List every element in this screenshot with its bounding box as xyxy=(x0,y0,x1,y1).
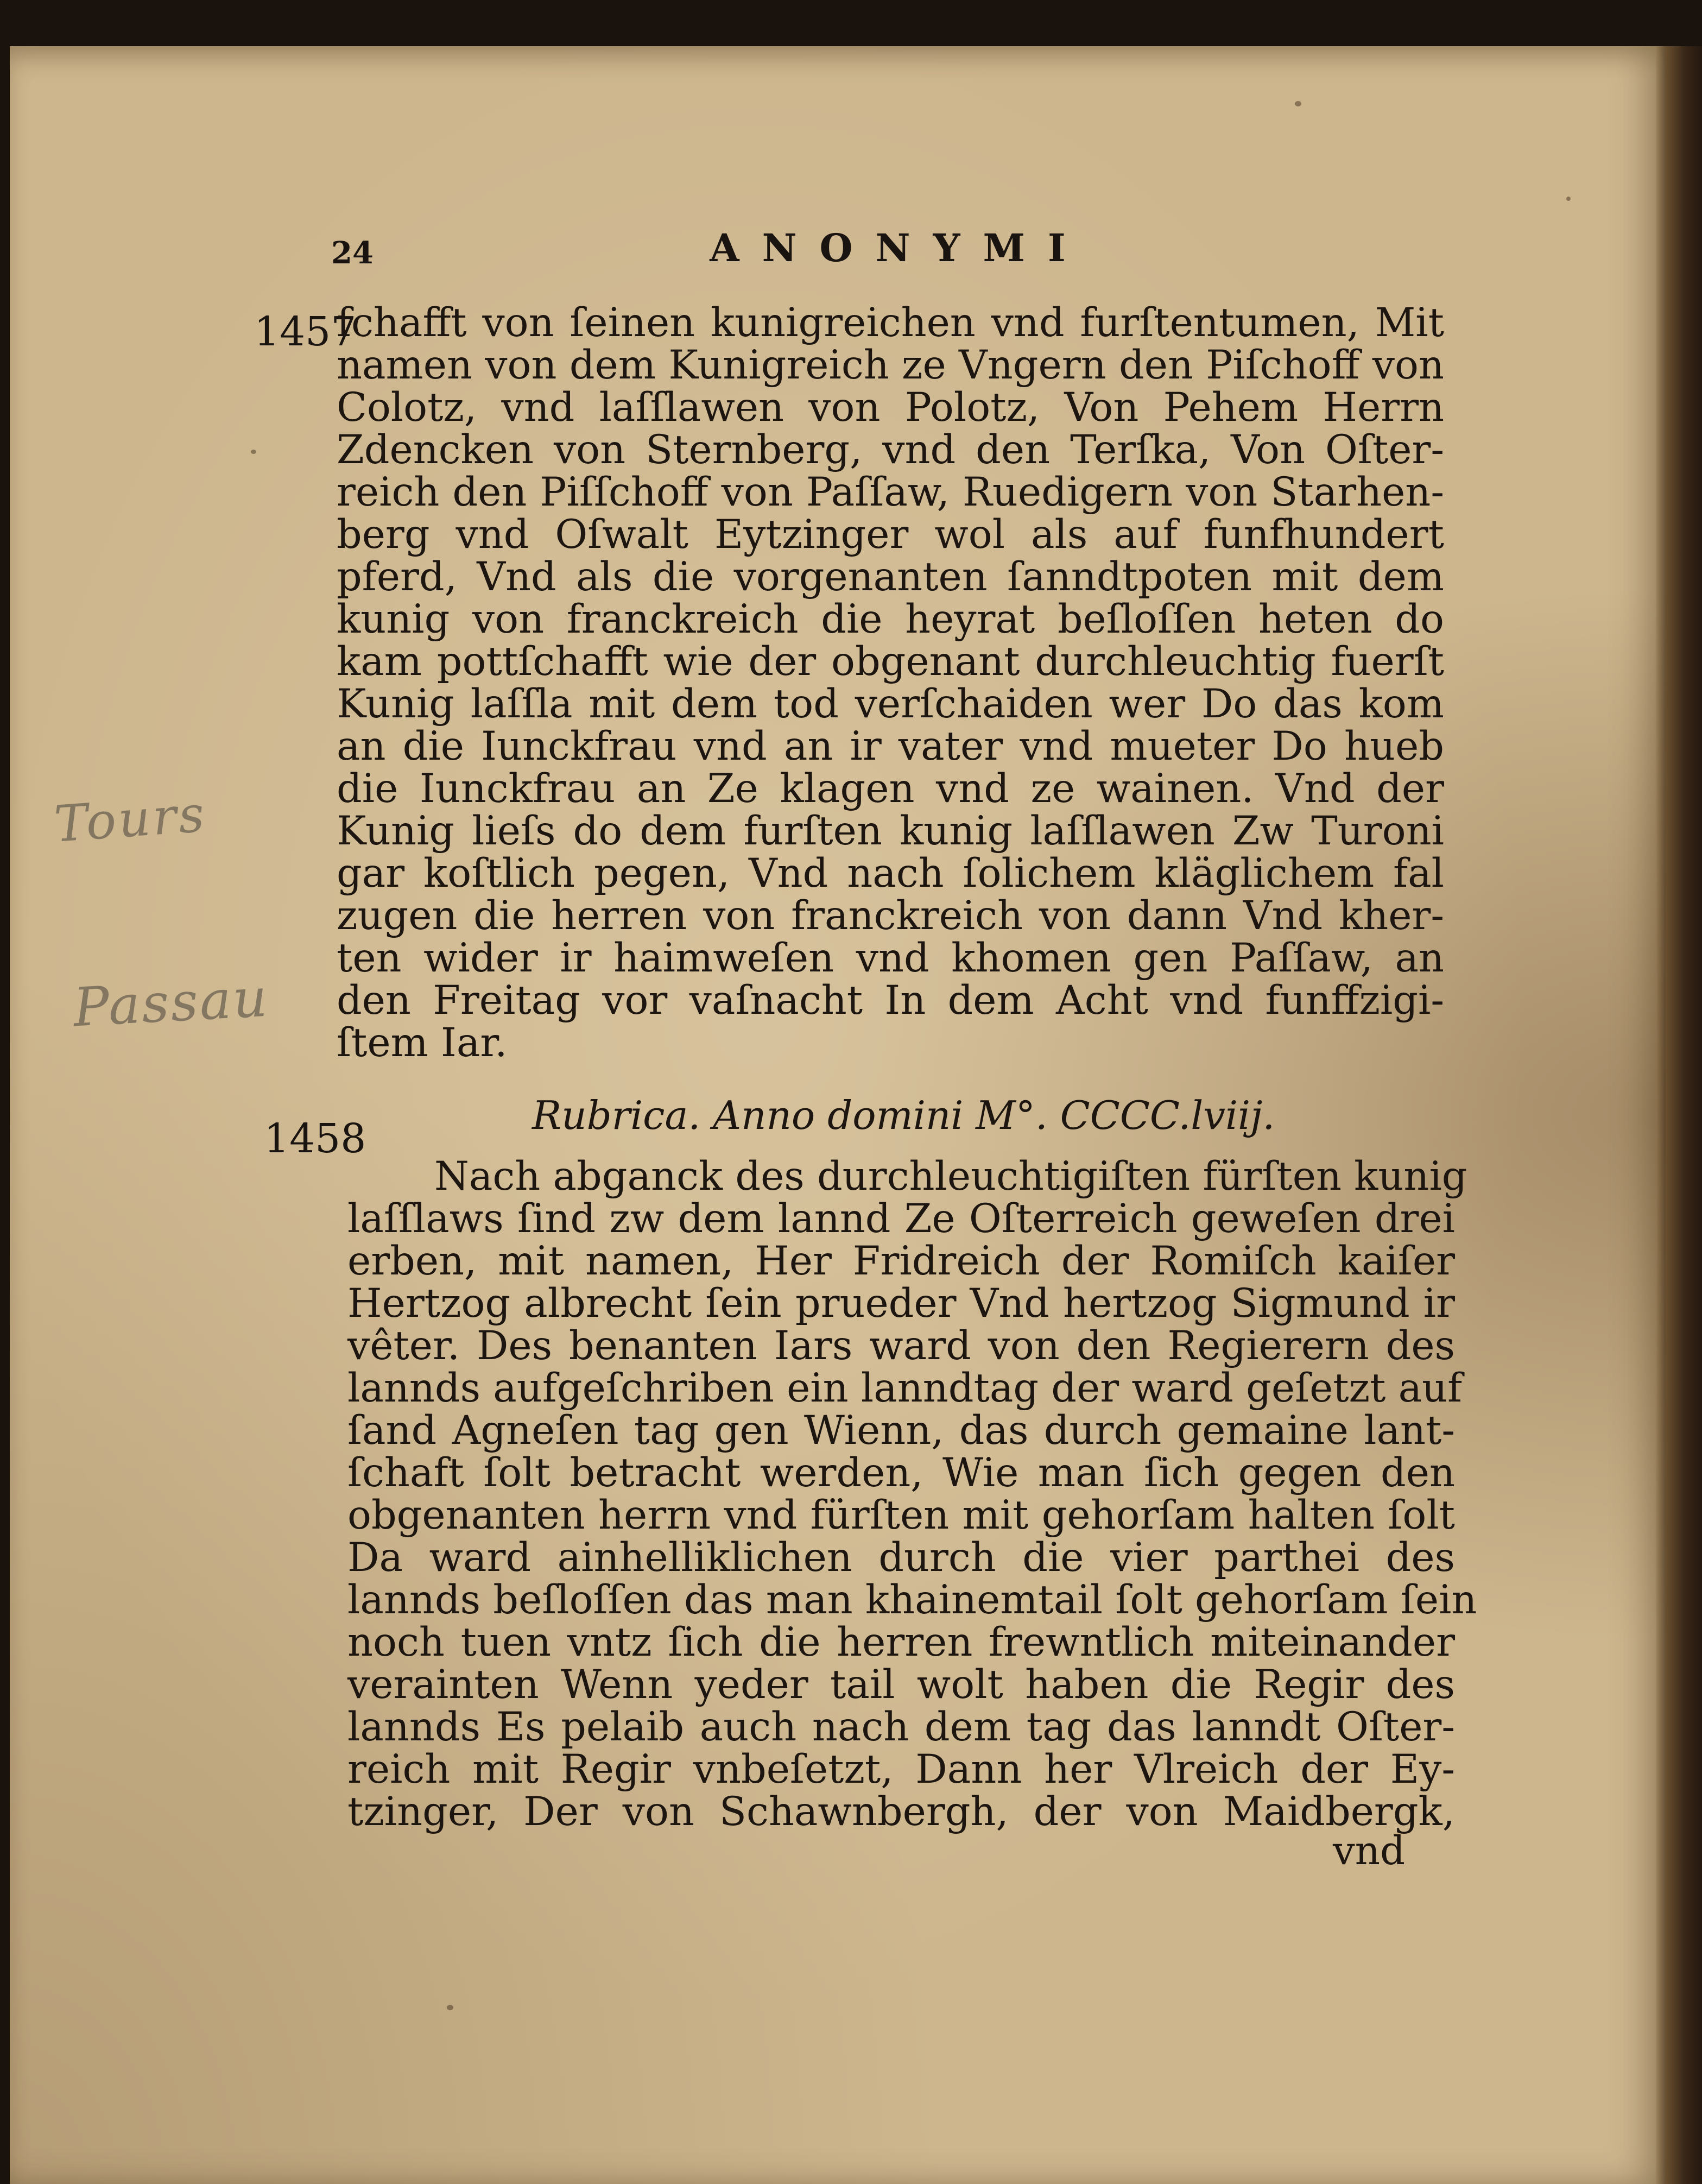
text-line: Hertzog albrecht ſein prueder Vnd hertzog Sigmund ir xyxy=(347,1280,1455,1327)
text-line: pferd, Vnd als die vorgenanten ſanndtpoten mit dem xyxy=(337,554,1444,600)
text-line: kunig von franckreich die heyrat beſloſſen heten do xyxy=(337,596,1444,642)
text-line: tzinger, Der von Schawnbergh, der von Maidbergk, xyxy=(347,1789,1455,1835)
text-line: Kunig laſſla mit dem tod verſchaiden wer Do das kom xyxy=(337,681,1444,727)
text-line: die Iunckfrau an Ze klagen vnd ze wainen. Vnd der xyxy=(337,766,1444,812)
text-line: lannds Es pelaib auch nach dem tag das lanndt Oſter- xyxy=(347,1704,1455,1750)
margin-year-1458: 1458 xyxy=(264,1115,366,1162)
text-line: ten wider ir haimweſen vnd khomen gen Paſſaw, an xyxy=(337,935,1444,981)
rubric-heading: Rubrica. Anno domini M°. CCCC.lviij. xyxy=(532,1093,1275,1138)
paper-speck xyxy=(1566,197,1571,201)
text-line: den Freitag vor vaſnacht In dem Acht vnd funffzigi- xyxy=(337,977,1444,1024)
paper-speck xyxy=(1295,101,1301,106)
text-line: an die Iunckfrau vnd an ir vater vnd mueter Do hueb xyxy=(337,723,1444,769)
running-title: ANONYMI xyxy=(710,225,1089,270)
catchword: vnd xyxy=(1333,1828,1406,1873)
text-line: ſand Agneſen tag gen Wienn, das durch gemaine lant- xyxy=(347,1407,1455,1454)
text-line: namen von dem Kunigreich ze Vngern den Piſchoff von xyxy=(337,342,1444,388)
text-line: Zdencken von Sternberg, vnd den Terſka, Von Oſter- xyxy=(337,427,1444,473)
text-line: ſchaft ſolt betracht werden, Wie man ſich gegen den xyxy=(347,1450,1455,1496)
text-line: ſchafft von ſeinen kunigreichen vnd furſtentumen, Mit xyxy=(337,300,1444,346)
paper-speck xyxy=(251,450,256,454)
text-line: laſſlaws ſind zw dem lannd Ze Oſterreich geweſen drei xyxy=(347,1196,1455,1242)
text-line: ſtem Iar. xyxy=(337,1020,508,1066)
text-line: Da ward ainhelliklichen durch die vier parthei des xyxy=(347,1535,1455,1581)
text-line: vêter. Des benanten Iars ward von den Regierern des xyxy=(347,1323,1455,1369)
text-line: reich mit Regir vnbeſetzt, Dann her Vlreich der Ey- xyxy=(347,1746,1455,1792)
text-line: obgenanten herrn vnd fürſten mit gehorſam halten ſolt xyxy=(347,1492,1455,1538)
spine-shadow xyxy=(1656,46,1667,2184)
text-block-1457 xyxy=(337,302,1444,1064)
handwritten-annotation-tours: Tours xyxy=(52,785,208,854)
text-line: Colotz, vnd laſſlawen von Polotz, Von Pehem Herrn xyxy=(337,384,1444,431)
handwritten-annotation-passau: Passau xyxy=(72,967,270,1039)
page-number: 24 xyxy=(331,235,374,271)
text-line: Nach abganck des durchleuchtigiſten fürſten kunig xyxy=(434,1153,1467,1200)
text-line: kam pottſchafft wie der obgenant durchleuchtig fuerſt xyxy=(337,639,1444,685)
page-header xyxy=(331,225,1444,274)
book-gutter xyxy=(1666,46,1702,2184)
margin-year-1457: 1457 xyxy=(254,308,357,355)
text-line: noch tuen vntz ſich die herren frewntlich miteinander xyxy=(347,1619,1455,1665)
text-line: lannds aufgeſchriben ein lanndtag der ward geſetzt auf xyxy=(347,1365,1463,1411)
text-block-1458 xyxy=(347,1153,1477,1835)
text-line: reich den Piſſchoff von Paſſaw, Ruedigern von Starhen- xyxy=(337,469,1444,515)
text-line: lannds beſloſſen das man khainemtail ſolt gehorſam ſein xyxy=(347,1577,1477,1623)
text-line: verainten Wenn yeder tail wolt haben die Regir des xyxy=(347,1662,1455,1708)
text-line: erben, mit namen, Her Fridreich der Romiſch kaiſer xyxy=(347,1238,1455,1284)
text-line: gar koſtlich pegen, Vnd nach ſolichem kläglichem fal xyxy=(337,850,1444,897)
paper-speck xyxy=(447,2005,453,2010)
text-line: zugen die herren von franckreich von dann Vnd kher- xyxy=(337,893,1444,939)
text-line: berg vnd Oſwalt Eytzinger wol als auf funfhundert xyxy=(337,512,1444,558)
text-line: Kunig lieſs do dem furſten kunig laſſlawen Zw Turoni xyxy=(337,808,1444,854)
